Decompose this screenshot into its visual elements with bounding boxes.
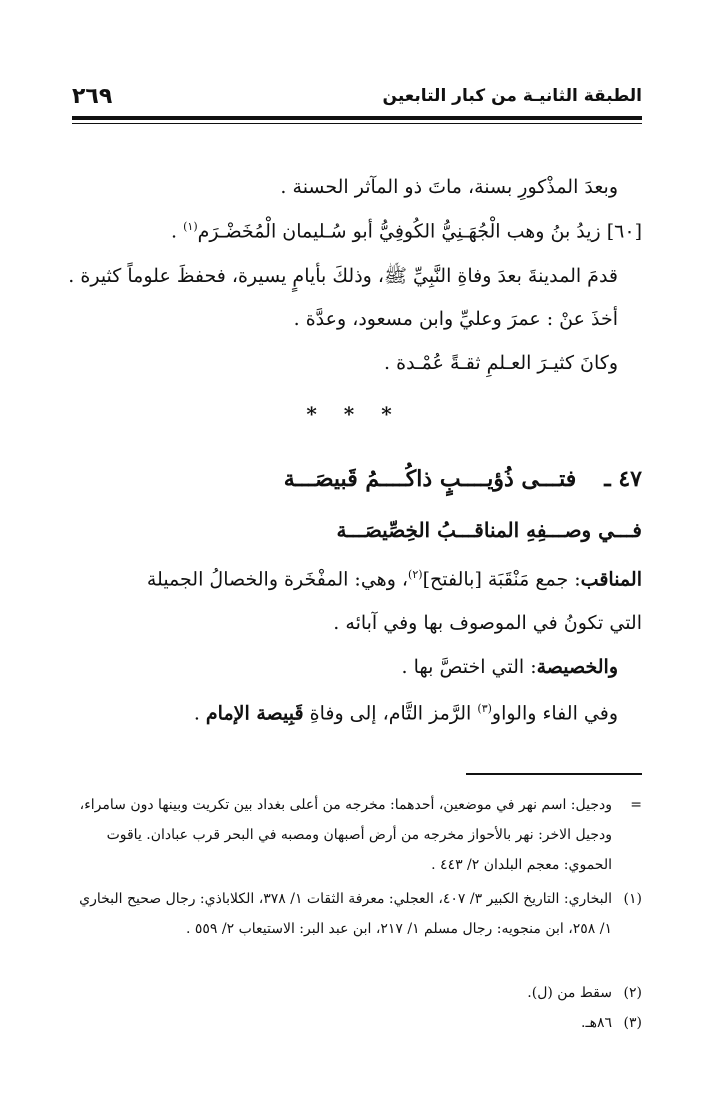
footnote-marker: = — [630, 797, 642, 813]
footnote — [64, 978, 642, 1008]
poem-verse — [284, 466, 642, 492]
footnote — [64, 790, 642, 880]
header-rule-thin — [72, 123, 642, 124]
header-rule-thick — [72, 116, 642, 120]
footnote-marker: (٣) — [623, 1015, 642, 1031]
commentary-text: وفي الفاء والواو — [491, 702, 618, 725]
body-line: أخذَ عنْ : عمرَ وعليِّ وابن مسعود، وعدَّة . — [293, 308, 618, 330]
body-line: وبعدَ المذْكورِ بسنة، ماتَ ذو المآثر الحسنة . — [280, 176, 618, 198]
entry-heading — [171, 220, 642, 242]
definition-text: : التي اختصَّ بها . — [401, 656, 537, 678]
page-number: ٢٦٩ — [72, 84, 113, 109]
period: . — [193, 702, 200, 725]
body-line: وكانَ كثيـرَ العـلمِ ثقـةً عُمْـدة . — [384, 352, 618, 374]
verse-number: ٤٧ ـ — [604, 466, 642, 492]
section-separator: * * * — [306, 402, 402, 426]
footnote-text: ودجيل: اسم نهر في موضعين، أحدهما: مخرجه من أعلى بغداد بين تكريت وبينها دون سامراء، ودجيل الاخر: نهر بالأحواز مخرجه من أرض أصبهان ومصبه في البحر قرب عبادان. ياقوت الحموي: معجم البلدان ٢/ ٤٤٣ . — [79, 797, 612, 873]
commentary-line — [194, 702, 618, 724]
footnote-text: سقط من (ل). — [527, 985, 612, 1001]
period: . — [171, 220, 178, 243]
body-line: قدمَ المدينةَ بعدَ وفاةِ النَّبِيِّ ﷺ، وذلكَ بأيامٍ يسيرة، فحفظَ علوماً كثيرة . — [68, 265, 618, 287]
term-bold: المناقب — [580, 568, 642, 591]
commentary-line: التي تكونُ في الموصوف بها وفي آبائه . — [333, 612, 642, 634]
commentary-line — [402, 656, 619, 678]
definition-text: ، وهي: المفْخَرة والخصالُ الجميلة — [146, 568, 409, 591]
commentary-paragraph — [64, 568, 642, 590]
entry-heading-text: [٦٠] زيدُ بنُ وهب الْجُهَـنِيُّ الكُوفِيُّ أبو سُـليمان الْمُخَضْـرَم — [197, 220, 642, 243]
verse-hemistich: فتـــى ذُؤيــــبٍ ذاكُــــمُ قَبيصَـــة — [283, 466, 577, 492]
footnote-text: ٨٦هـ. — [581, 1015, 612, 1031]
running-title: الطبقة الثانيـة من كبار التابعين — [382, 86, 642, 106]
footnote-ref: (١) — [183, 220, 198, 233]
verse-second-hemistich: فـــي وصـــفِهِ المناقـــبُ الخِصِّيصَـــة — [336, 518, 642, 542]
term-bold: والخصيصة — [536, 656, 618, 678]
name-bold: قَبِيصة الإمام — [205, 702, 304, 725]
footnote-marker: (٢) — [623, 985, 642, 1001]
footnote — [64, 1008, 642, 1038]
footnote-ref: (٣) — [477, 702, 492, 715]
commentary-text: الرَّمز التَّام، إلى وفاةِ — [303, 702, 478, 725]
definition-text: : جمع مَنْقَبَة [بالفتح] — [422, 568, 581, 591]
page-header — [72, 86, 642, 116]
footnote — [64, 884, 642, 944]
footnote-marker: (١) — [623, 891, 642, 907]
footnote-text: البخاري: التاريخ الكبير ٣/ ٤٠٧، العجلي: معرفة الثقات ١/ ٣٧٨، الكلاباذي: رجال صحيح البخاري ١/ ٢٥٨، ابن منجويه: رجال مسلم ١/ ٢١٧، ابن عبد البر: الاستيعاب ٢/ ٥٥٩ . — [79, 891, 612, 937]
footnote-separator — [466, 773, 642, 775]
footnote-ref: (٢) — [408, 568, 423, 581]
